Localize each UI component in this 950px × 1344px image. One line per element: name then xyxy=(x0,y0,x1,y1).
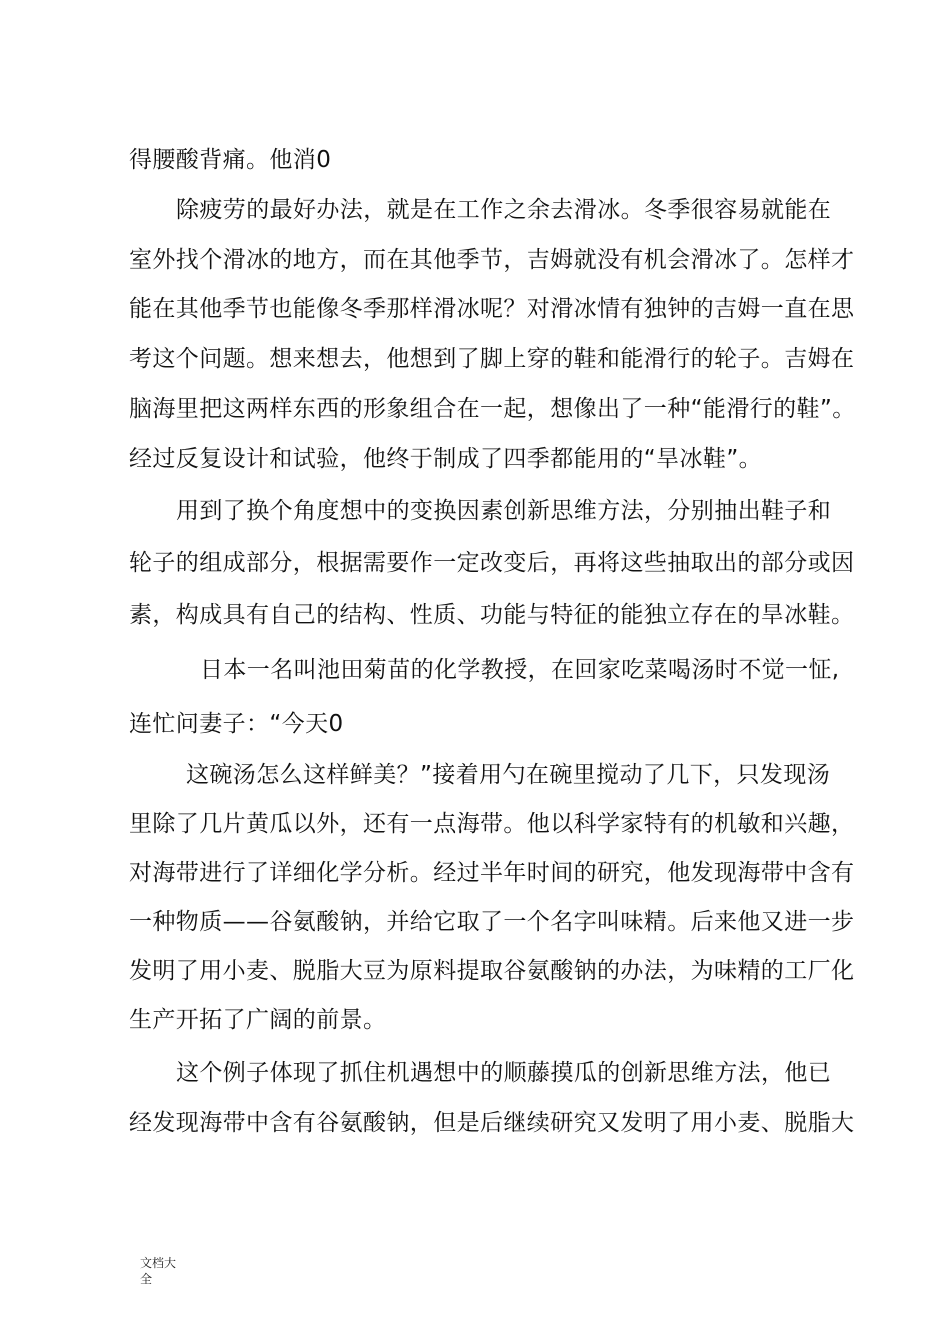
text-line-19: 这个例子体现了抓住机遇想中的顺藤摸瓜的创新思维方法，他已 xyxy=(176,1060,832,1086)
text-line-2: 除疲劳的最好办法，就是在工作之余去滑冰。冬季很容易就能在 xyxy=(176,197,832,223)
footer-label: 文档大全 xyxy=(140,1256,177,1286)
text-line-12: 连忙问妻子：“今天0 xyxy=(129,711,344,737)
text-line-9: 轮子的组成部分，根据需要作一定改变后，再将这些抽取出的部分或因 xyxy=(129,550,855,576)
text-line-18: 生产开拓了广阔的前景。 xyxy=(129,1007,387,1033)
text-line-15: 对海带进行了详细化学分析。经过半年时间的研究，他发现海带中含有 xyxy=(129,860,855,886)
text-line-6: 脑海里把这两样东西的形象组合在一起，想像出了一种“能滑行的鞋”。 xyxy=(129,396,856,422)
text-line-17: 发明了用小麦、脱脂大豆为原料提取谷氨酸钠的办法，为味精的工厂化 xyxy=(129,958,855,984)
text-line-14: 里除了几片黄瓜以外，还有一点海带。他以科学家特有的机敏和兴趣， xyxy=(129,811,855,837)
text-line-4: 能在其他季节也能像冬季那样滑冰呢？对滑冰情有独钟的吉姆一直在思 xyxy=(129,296,855,322)
text-line-1: 得腰酸背痛。他消0 xyxy=(129,147,332,173)
text-line-11: 日本一名叫池田菊苗的化学教授，在回家吃菜喝汤时不觉一怔, xyxy=(200,657,840,683)
text-line-16: 一种物质——谷氨酸钠，并给它取了一个名字叫味精。后来他又进一步 xyxy=(129,909,855,935)
text-line-3: 室外找个滑冰的地方，而在其他季节，吉姆就没有机会滑冰了。怎样才 xyxy=(129,247,855,273)
text-line-20: 经发现海带中含有谷氨酸钠，但是后继续研究又发明了用小麦、脱脂大 xyxy=(129,1110,855,1136)
text-line-10: 素，构成具有自己的结构、性质、功能与特征的能独立存在的旱冰鞋。 xyxy=(129,602,855,628)
text-line-7: 经过反复设计和试验，他终于制成了四季都能用的“旱冰鞋”。 xyxy=(129,446,763,472)
text-line-8: 用到了换个角度想中的变换因素创新思维方法，分别抽出鞋子和 xyxy=(176,498,832,524)
text-line-5: 考这个问题。想来想去，他想到了脚上穿的鞋和能滑行的轮子。吉姆在 xyxy=(129,346,855,372)
text-line-13: 这碗汤怎么这样鲜美？”接着用勺在碗里搅动了几下，只发现汤 xyxy=(186,762,831,788)
